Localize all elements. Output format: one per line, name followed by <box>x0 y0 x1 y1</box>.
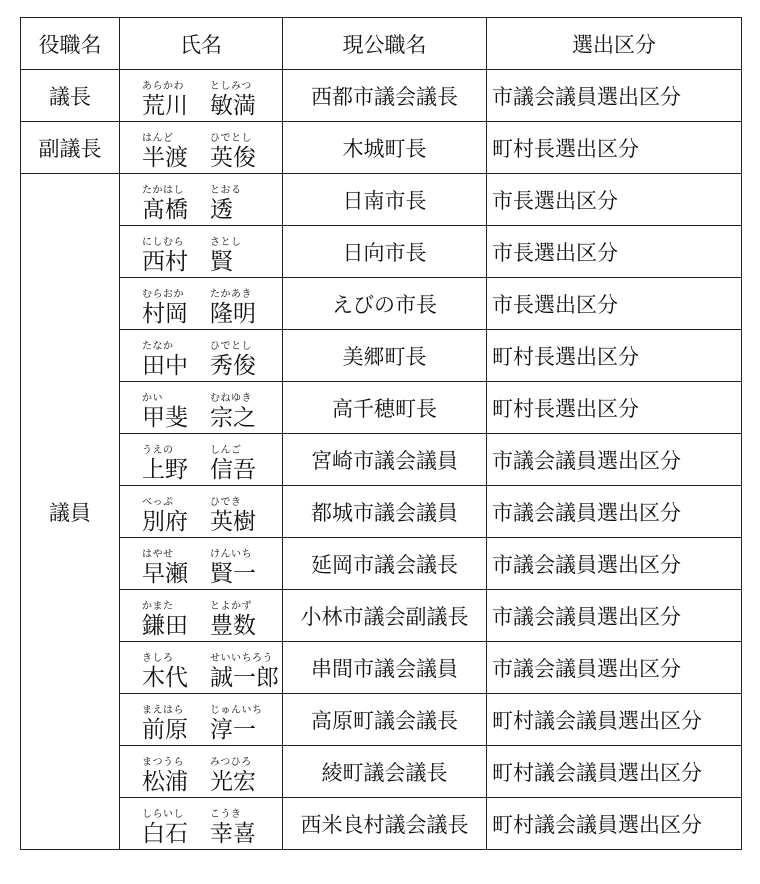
name-cell <box>120 538 283 590</box>
header-district: 選出区分 <box>487 18 742 70</box>
name-cell <box>120 642 283 694</box>
given-name <box>210 497 256 535</box>
given-name-reading: とおる <box>210 184 242 196</box>
family-name <box>142 341 188 379</box>
given-name-kanji: 賢 <box>210 248 233 275</box>
given-name <box>210 237 242 275</box>
district-cell: 市長選出区分 <box>487 226 742 278</box>
family-name <box>142 185 188 223</box>
family-name-kanji: 半渡 <box>142 144 188 171</box>
given-name <box>210 705 263 743</box>
given-name <box>210 601 256 639</box>
district-cell: 市議会議員選出区分 <box>487 590 742 642</box>
given-name <box>210 757 256 795</box>
given-name-kanji: 敏満 <box>210 92 256 119</box>
name-cell <box>120 486 283 538</box>
family-name-kanji: 髙橋 <box>142 196 188 223</box>
table-row <box>21 642 742 694</box>
given-name-kanji: 光宏 <box>210 768 256 795</box>
given-name-kanji: 豊数 <box>210 612 256 639</box>
name-cell <box>120 590 283 642</box>
family-name-kanji: 木代 <box>142 664 188 691</box>
given-name <box>210 133 256 171</box>
office-cell: 串間市議会議員 <box>283 642 487 694</box>
table-row <box>21 174 742 226</box>
given-name <box>210 653 279 691</box>
table-row <box>21 798 742 850</box>
given-name <box>210 185 242 223</box>
given-name-kanji: 賢一 <box>210 560 256 587</box>
name-cell <box>120 226 283 278</box>
given-name-reading: たかあき <box>210 288 252 300</box>
family-name-reading: むらおか <box>142 288 184 300</box>
family-name <box>142 653 188 691</box>
family-name-kanji: 田中 <box>142 352 188 379</box>
given-name-reading: ひでとし <box>210 340 252 352</box>
office-cell: 西都市議会議長 <box>283 70 487 122</box>
district-cell: 市長選出区分 <box>487 174 742 226</box>
family-name <box>142 237 188 275</box>
family-name-reading: はんど <box>142 132 174 144</box>
family-name <box>142 393 188 431</box>
family-name-kanji: 松浦 <box>142 768 188 795</box>
header-name: 氏名 <box>120 18 283 70</box>
name-cell <box>120 746 283 798</box>
district-cell: 市議会議員選出区分 <box>487 642 742 694</box>
given-name <box>210 549 256 587</box>
table-row <box>21 746 742 798</box>
header-office: 現公職名 <box>283 18 487 70</box>
table-row <box>21 434 742 486</box>
office-cell: 日向市長 <box>283 226 487 278</box>
name-cell <box>120 278 283 330</box>
family-name-kanji: 荒川 <box>142 92 188 119</box>
family-name-kanji: 西村 <box>142 248 188 275</box>
given-name-kanji: 宗之 <box>210 404 256 431</box>
table-row <box>21 382 742 434</box>
given-name-kanji: 英樹 <box>210 508 256 535</box>
given-name <box>210 445 256 483</box>
given-name-kanji: 淳一 <box>210 716 256 743</box>
family-name-reading: まえはら <box>142 704 184 716</box>
office-cell: 高原町議会議長 <box>283 694 487 746</box>
family-name-kanji: 鎌田 <box>142 612 188 639</box>
family-name <box>142 445 188 483</box>
given-name-kanji: 誠一郎 <box>210 664 279 691</box>
given-name-kanji: 英俊 <box>210 144 256 171</box>
given-name <box>210 81 256 119</box>
table-row <box>21 538 742 590</box>
table-row <box>21 278 742 330</box>
district-cell: 市議会議員選出区分 <box>487 70 742 122</box>
family-name-reading: かまた <box>142 600 174 612</box>
given-name-kanji: 信吾 <box>210 456 256 483</box>
table-row <box>21 122 742 174</box>
table-body <box>21 70 742 850</box>
district-cell: 市長選出区分 <box>487 278 742 330</box>
given-name-reading: さとし <box>210 236 242 248</box>
office-cell: 西米良村議会議長 <box>283 798 487 850</box>
family-name-reading: きしろ <box>142 652 174 664</box>
given-name-reading: ひでき <box>210 496 242 508</box>
name-cell <box>120 694 283 746</box>
family-name-reading: たかはし <box>142 184 184 196</box>
family-name <box>142 809 188 847</box>
office-cell: 小林市議会副議長 <box>283 590 487 642</box>
role-cell: 副議長 <box>21 122 120 174</box>
family-name <box>142 497 188 535</box>
family-name <box>142 549 188 587</box>
family-name-reading: しらいし <box>142 808 184 820</box>
family-name-reading: まつうら <box>142 756 184 768</box>
family-name-reading: べっぷ <box>142 496 174 508</box>
name-cell <box>120 70 283 122</box>
family-name-reading: にしむら <box>142 236 184 248</box>
table-row <box>21 486 742 538</box>
given-name-reading: ひでとし <box>210 132 252 144</box>
office-cell: 日南市長 <box>283 174 487 226</box>
given-name-reading: こうき <box>210 808 242 820</box>
name-cell <box>120 382 283 434</box>
role-cell: 議長 <box>21 70 120 122</box>
family-name-kanji: 前原 <box>142 716 188 743</box>
family-name-kanji: 別府 <box>142 508 188 535</box>
table-row <box>21 226 742 278</box>
office-cell: 美郷町長 <box>283 330 487 382</box>
members-table <box>20 17 742 850</box>
district-cell: 町村長選出区分 <box>487 330 742 382</box>
given-name-reading: みつひろ <box>210 756 252 768</box>
given-name-reading: けんいち <box>210 548 252 560</box>
district-cell: 町村議会議員選出区分 <box>487 746 742 798</box>
district-cell: 市議会議員選出区分 <box>487 538 742 590</box>
family-name <box>142 289 188 327</box>
name-cell <box>120 174 283 226</box>
given-name <box>210 289 256 327</box>
family-name-kanji: 早瀬 <box>142 560 188 587</box>
name-cell <box>120 434 283 486</box>
given-name-reading: とよかず <box>210 600 252 612</box>
district-cell: 町村長選出区分 <box>487 382 742 434</box>
family-name-kanji: 上野 <box>142 456 188 483</box>
family-name-kanji: 白石 <box>142 820 188 847</box>
name-cell <box>120 122 283 174</box>
name-cell <box>120 798 283 850</box>
family-name <box>142 81 188 119</box>
family-name-reading: たなか <box>142 340 174 352</box>
family-name <box>142 133 188 171</box>
family-name <box>142 757 188 795</box>
given-name-kanji: 幸喜 <box>210 820 256 847</box>
office-cell: 綾町議会議長 <box>283 746 487 798</box>
family-name-reading: はやせ <box>142 548 174 560</box>
district-cell: 市議会議員選出区分 <box>487 486 742 538</box>
given-name-kanji: 隆明 <box>210 300 256 327</box>
header-row <box>21 18 742 70</box>
district-cell: 町村長選出区分 <box>487 122 742 174</box>
given-name-reading: せいいちろう <box>210 652 273 664</box>
office-cell: 宮崎市議会議員 <box>283 434 487 486</box>
given-name <box>210 809 256 847</box>
family-name-kanji: 村岡 <box>142 300 188 327</box>
office-cell: えびの市長 <box>283 278 487 330</box>
table-row <box>21 590 742 642</box>
given-name-reading: しんご <box>210 444 242 456</box>
table-row <box>21 330 742 382</box>
family-name <box>142 601 188 639</box>
district-cell: 町村議会議員選出区分 <box>487 694 742 746</box>
office-cell: 都城市議会議員 <box>283 486 487 538</box>
table-row <box>21 70 742 122</box>
office-cell: 木城町長 <box>283 122 487 174</box>
given-name <box>210 393 256 431</box>
role-cell: 議員 <box>21 174 120 850</box>
family-name-reading: かい <box>142 392 163 404</box>
given-name-reading: としみつ <box>210 80 252 92</box>
header-role: 役職名 <box>21 18 120 70</box>
family-name <box>142 705 188 743</box>
given-name-reading: じゅんいち <box>210 704 263 716</box>
given-name-kanji: 秀俊 <box>210 352 256 379</box>
office-cell: 高千穂町長 <box>283 382 487 434</box>
given-name-reading: むねゆき <box>210 392 252 404</box>
name-cell <box>120 330 283 382</box>
district-cell: 町村議会議員選出区分 <box>487 798 742 850</box>
family-name-reading: あらかわ <box>142 80 184 92</box>
table-row <box>21 694 742 746</box>
family-name-reading: うえの <box>142 444 174 456</box>
office-cell: 延岡市議会議長 <box>283 538 487 590</box>
district-cell: 市議会議員選出区分 <box>487 434 742 486</box>
given-name <box>210 341 256 379</box>
family-name-kanji: 甲斐 <box>142 404 188 431</box>
given-name-kanji: 透 <box>210 196 233 223</box>
